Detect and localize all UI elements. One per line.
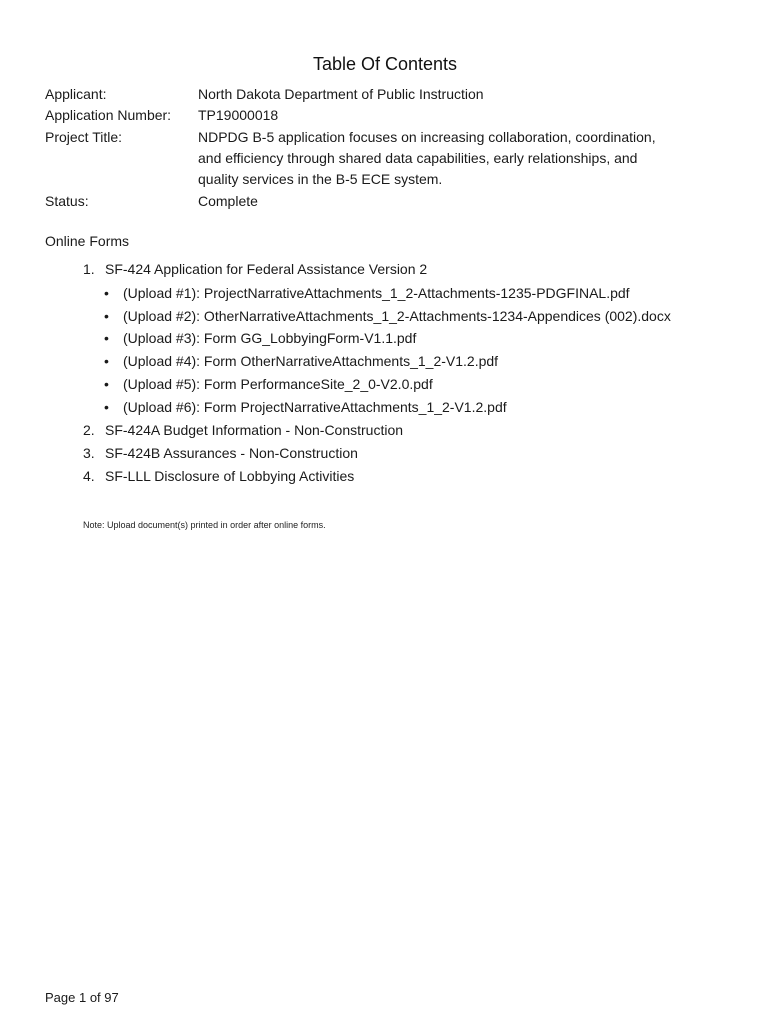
- upload-label: (Upload #6): Form ProjectNarrativeAttachments_1_2-V1.2.pdf: [123, 399, 507, 415]
- status-value: Complete: [198, 193, 258, 209]
- form-label: SF-424A Budget Information - Non-Construction: [105, 422, 404, 438]
- bullet-icon: •: [104, 308, 109, 324]
- upload-item-2: [104, 308, 671, 324]
- bullet-icon: •: [104, 285, 109, 301]
- form-item-2: [83, 422, 403, 438]
- upload-label: (Upload #2): OtherNarrativeAttachments_1_2-Attachments-1234-Appendices (002).docx: [123, 308, 671, 324]
- bullet-icon: •: [104, 376, 109, 392]
- bullet-icon: •: [104, 399, 109, 415]
- upload-label: (Upload #4): Form OtherNarrativeAttachments_1_2-V1.2.pdf: [123, 353, 499, 369]
- applicant-value: North Dakota Department of Public Instruction: [198, 86, 484, 102]
- page-title: Table Of Contents: [312, 54, 458, 74]
- form-item-4: [83, 468, 354, 484]
- form-number: 2.: [83, 422, 95, 438]
- form-number: 4.: [83, 468, 95, 484]
- form-label: SF-424B Assurances - Non-Construction: [105, 445, 358, 461]
- upload-label: (Upload #1): ProjectNarrativeAttachments_1_2-Attachments-1235-PDGFINAL.pdf: [123, 285, 630, 301]
- upload-label: (Upload #5): Form PerformanceSite_2_0-V2.0.pdf: [123, 376, 433, 392]
- upload-item-3: [104, 330, 416, 346]
- form-label: SF-LLL Disclosure of Lobbying Activities: [105, 468, 355, 484]
- upload-item-1: [104, 285, 630, 301]
- form-number: 1.: [83, 261, 95, 277]
- upload-item-6: [104, 399, 507, 415]
- page-number: Page 1 of 97: [45, 990, 119, 1005]
- status-label: Status:: [45, 193, 89, 209]
- upload-item-4: [104, 353, 498, 369]
- upload-note: Note: Upload document(s) printed in order after online forms.: [83, 520, 326, 530]
- form-number: 3.: [83, 445, 95, 461]
- upload-label: (Upload #3): Form GG_LobbyingForm-V1.1.pdf: [123, 330, 417, 346]
- applicant-label: Applicant:: [45, 86, 107, 102]
- project-title-label: Project Title:: [45, 129, 123, 145]
- form-item-3: [83, 445, 358, 461]
- online-forms-heading: Online Forms: [45, 233, 130, 249]
- bullet-icon: •: [104, 353, 109, 369]
- project-title-value: NDPDG B-5 application focuses on increasing collaboration, coordination, and efficiency through shared data capabilities, early relationships, and quality services in the B-5 ECE system.: [198, 129, 656, 187]
- application-number-label: Application Number:: [45, 107, 172, 123]
- form-label: SF-424 Application for Federal Assistance Version 2: [105, 261, 428, 277]
- application-number-value: TP19000018: [198, 107, 279, 123]
- bullet-icon: •: [104, 330, 109, 346]
- form-item-1: [83, 261, 427, 277]
- upload-item-5: [104, 376, 433, 392]
